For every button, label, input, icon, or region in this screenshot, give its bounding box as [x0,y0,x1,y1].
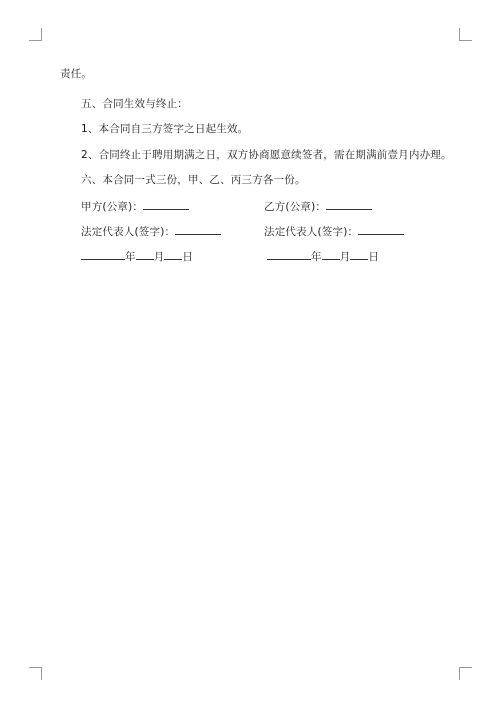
party-b-label: 乙方(公章)： [264,201,327,213]
date-a-year: 年 [125,251,136,263]
text-responsibility: 责任。 [60,68,93,80]
date-b-day-blank [350,248,368,260]
date-b-year-blank [267,248,311,260]
date-b [267,248,379,264]
section-5-title: 五、合同生效与终止： [81,98,188,110]
party-a-label: 甲方(公章)： [81,201,144,213]
date-a-month: 月 [153,251,165,263]
section-6: 六、本合同一式三份，甲、乙、丙三方各一份。 [81,174,306,186]
party-a-blank [143,198,189,210]
crop-mark-bottom-right [459,667,472,680]
date-a-month-blank [136,248,154,260]
rep-b-blank [358,223,404,235]
crop-mark-top-right [459,28,472,41]
date-b-month-blank [322,248,340,260]
rep-a-signature [81,223,221,239]
party-b-blank [326,198,372,210]
rep-b-signature [264,223,404,239]
rep-b-label: 法定代表人(签字)： [264,226,359,238]
crop-mark-bottom-left [29,667,42,680]
crop-mark-top-left [29,28,42,41]
date-a-year-blank [81,248,125,260]
date-b-month: 月 [339,251,351,263]
date-b-year: 年 [311,251,322,263]
clause-1: 1、本合同自三方签字之日起生效。 [81,123,249,135]
date-a-day-blank [164,248,182,260]
party-b-seal [264,198,372,214]
date-a [81,248,193,264]
clause-2: 2、合同终止于聘用期满之日，双方协商愿意续签者，需在期满前壹月内办理。 [81,149,452,161]
rep-a-blank [175,223,221,235]
date-a-day: 日 [182,251,194,263]
rep-a-label: 法定代表人(签字)： [81,226,176,238]
date-b-day: 日 [368,251,380,263]
party-a-seal [81,198,189,214]
